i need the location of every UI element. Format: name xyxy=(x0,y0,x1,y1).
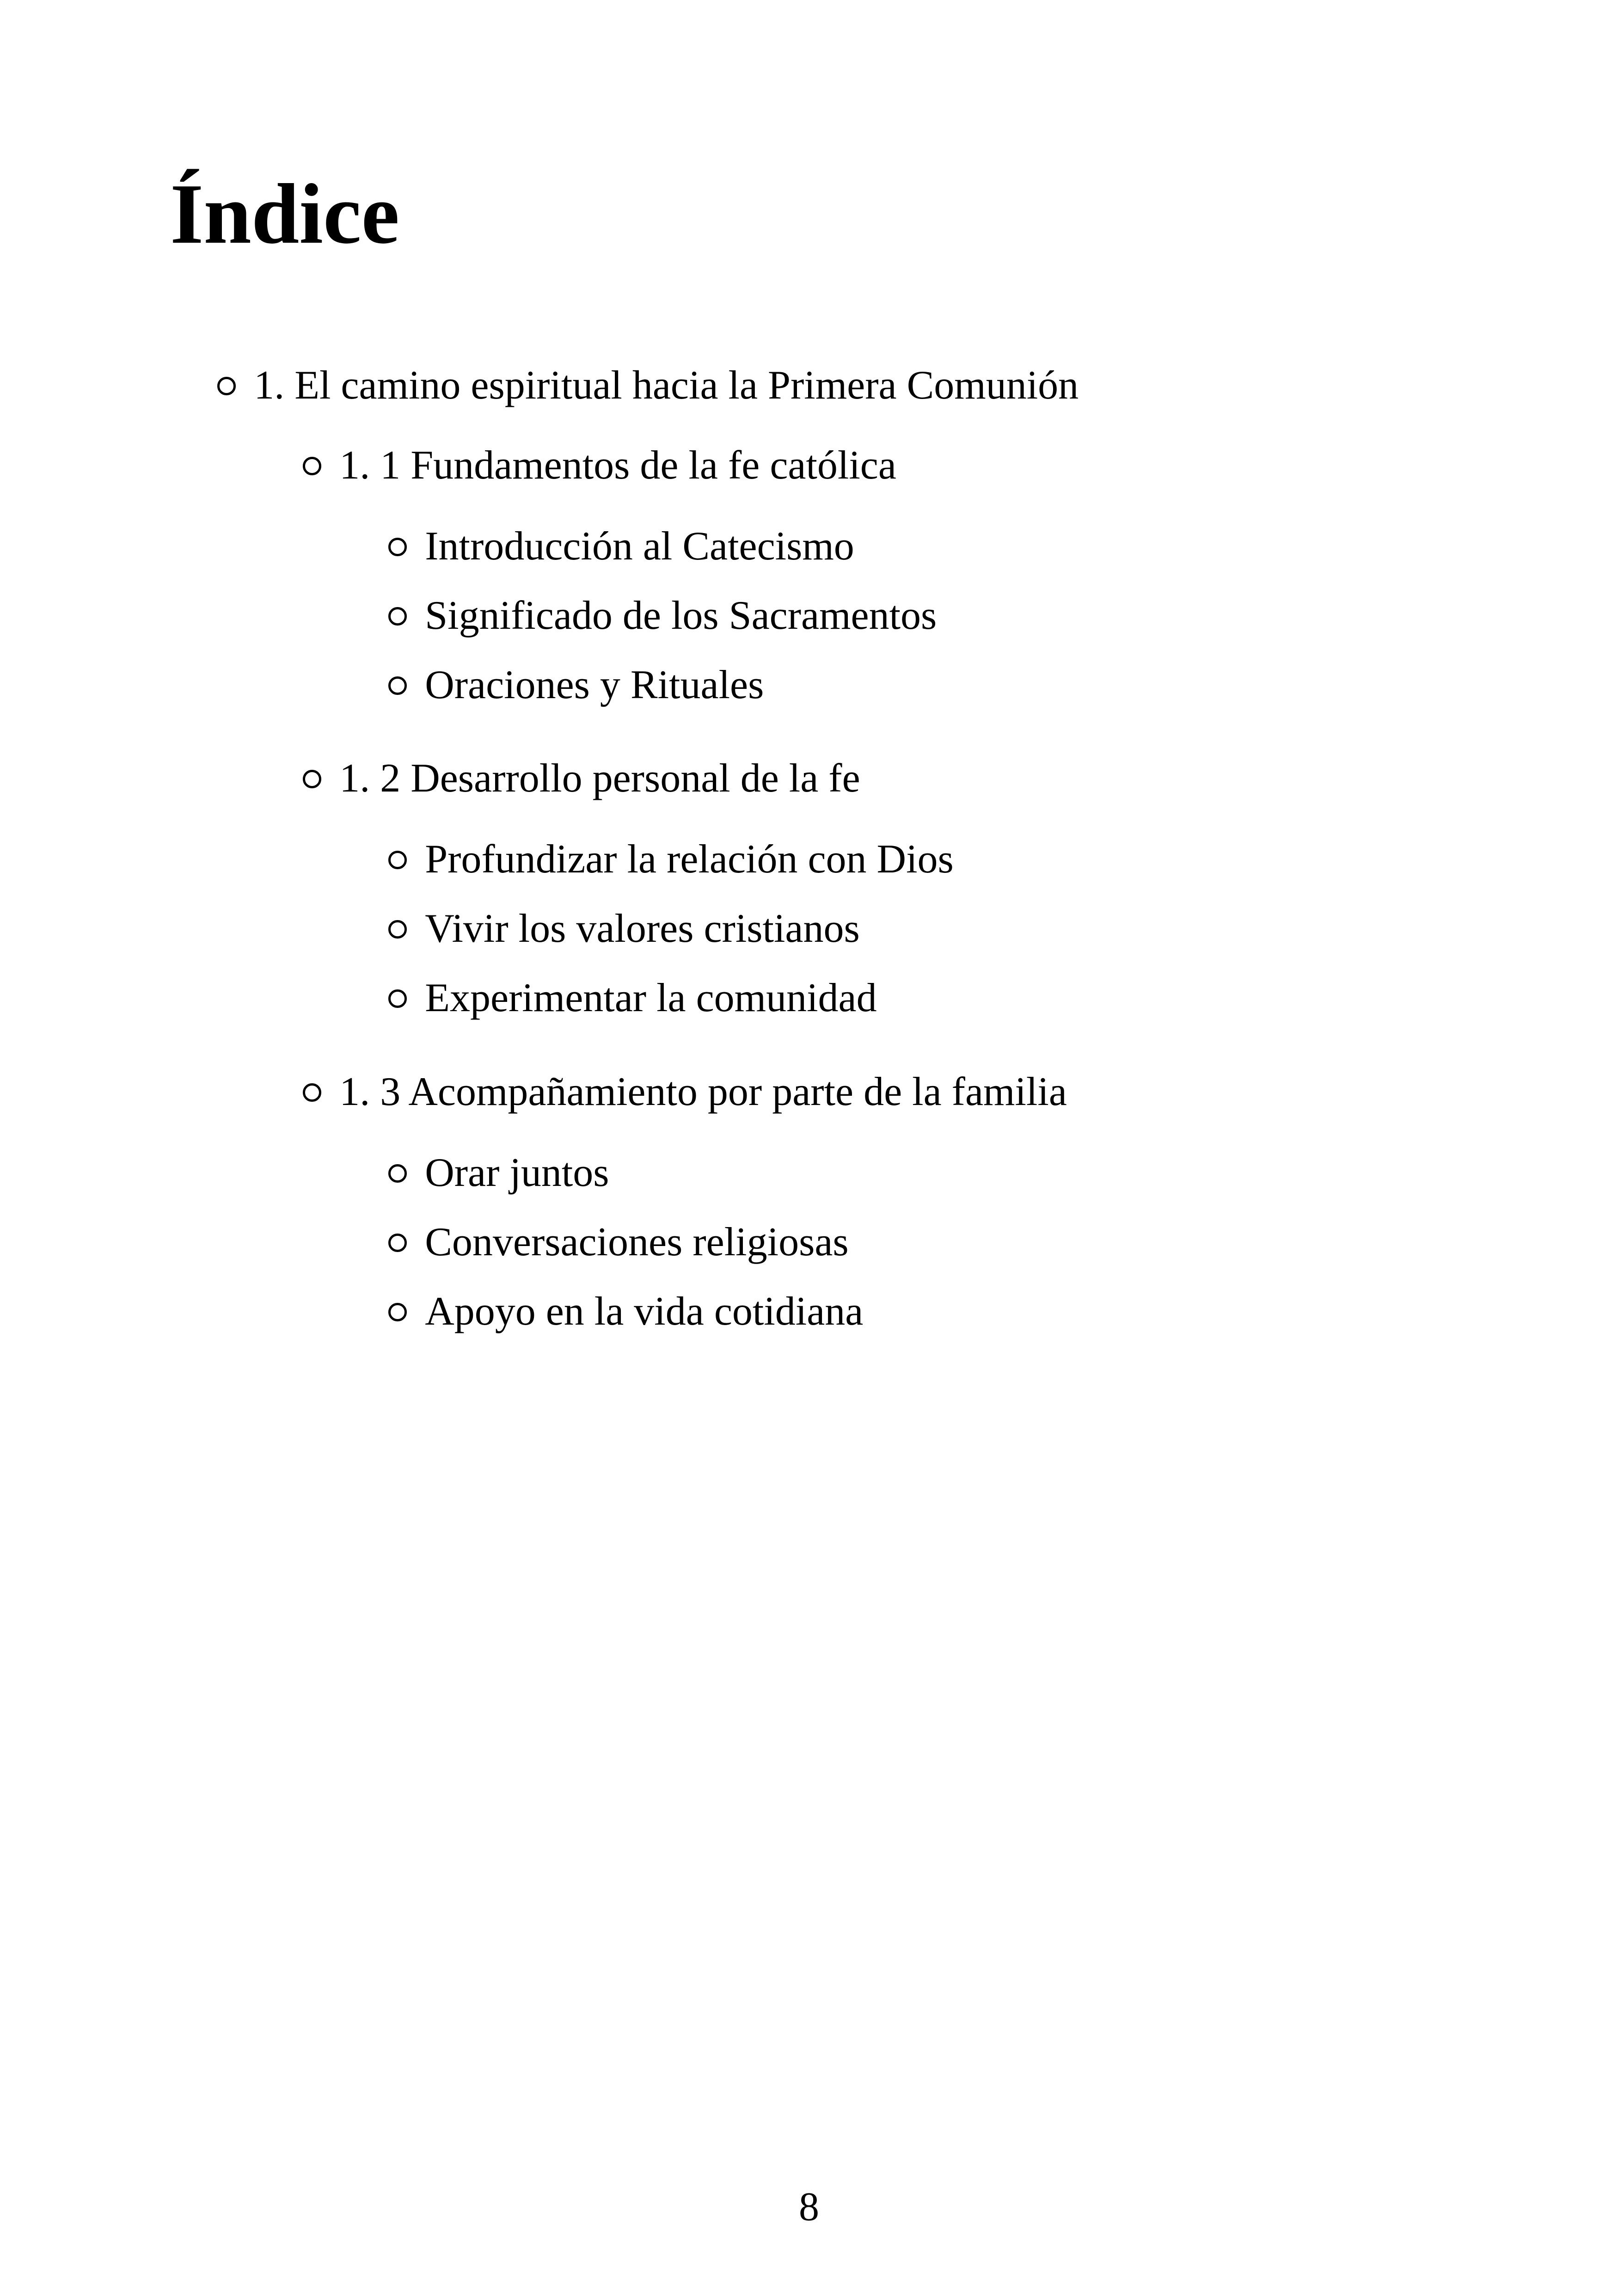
circle-bullet-icon xyxy=(388,607,407,626)
circle-bullet-icon xyxy=(388,989,407,1008)
toc-entry-label: Orar juntos xyxy=(425,1150,609,1195)
circle-bullet-icon xyxy=(388,851,407,869)
page-title: Índice xyxy=(170,166,400,262)
toc-subsection[interactable] xyxy=(388,1150,609,1195)
toc-subsection[interactable] xyxy=(388,978,877,1019)
toc-chapter-1[interactable] xyxy=(217,365,1079,406)
toc-subsection[interactable] xyxy=(388,906,860,951)
toc-entry-label: Significado de los Sacramentos xyxy=(425,593,937,638)
toc-entry-label: 1. 1 Fundamentos de la fe católica xyxy=(339,443,896,488)
toc-subsection[interactable] xyxy=(388,665,764,706)
toc-entry-label: 1. 3 Acompañamiento por parte de la familia xyxy=(339,1069,1067,1114)
toc-section-1-2[interactable] xyxy=(303,758,860,799)
toc-entry-label: Experimentar la comunidad xyxy=(425,976,877,1020)
page-number: 8 xyxy=(799,2185,819,2229)
toc-entry-label: 1. 2 Desarrollo personal de la fe xyxy=(339,756,860,801)
circle-bullet-icon xyxy=(388,538,407,556)
circle-bullet-icon xyxy=(388,1164,407,1183)
circle-bullet-icon xyxy=(388,920,407,939)
circle-bullet-icon xyxy=(388,1303,407,1321)
circle-bullet-icon xyxy=(388,1234,407,1252)
toc-entry-label: Oraciones y Rituales xyxy=(425,663,764,707)
toc-subsection[interactable] xyxy=(388,526,854,567)
toc-section-1-1[interactable] xyxy=(303,445,896,486)
toc-subsection[interactable] xyxy=(388,595,937,636)
toc-entry-label: Conversaciones religiosas xyxy=(425,1220,849,1265)
toc-entry-label: Vivir los valores cristianos xyxy=(425,906,860,951)
toc-subsection[interactable] xyxy=(388,1291,863,1332)
circle-bullet-icon xyxy=(303,1083,321,1102)
toc-entry-label: Apoyo en la vida cotidiana xyxy=(425,1289,864,1334)
circle-bullet-icon xyxy=(388,676,407,695)
toc-section-1-3[interactable] xyxy=(303,1069,1067,1114)
toc-subsection[interactable] xyxy=(388,839,954,880)
circle-bullet-icon xyxy=(303,770,321,788)
toc-entry-label: 1. El camino espiritual hacia la Primera Comunión xyxy=(254,363,1079,408)
toc-entry-label: Profundizar la relación con Dios xyxy=(425,837,954,882)
toc-entry-label: Introducción al Catecismo xyxy=(425,524,854,569)
circle-bullet-icon xyxy=(217,377,236,395)
toc-subsection[interactable] xyxy=(388,1222,849,1263)
circle-bullet-icon xyxy=(303,457,321,475)
